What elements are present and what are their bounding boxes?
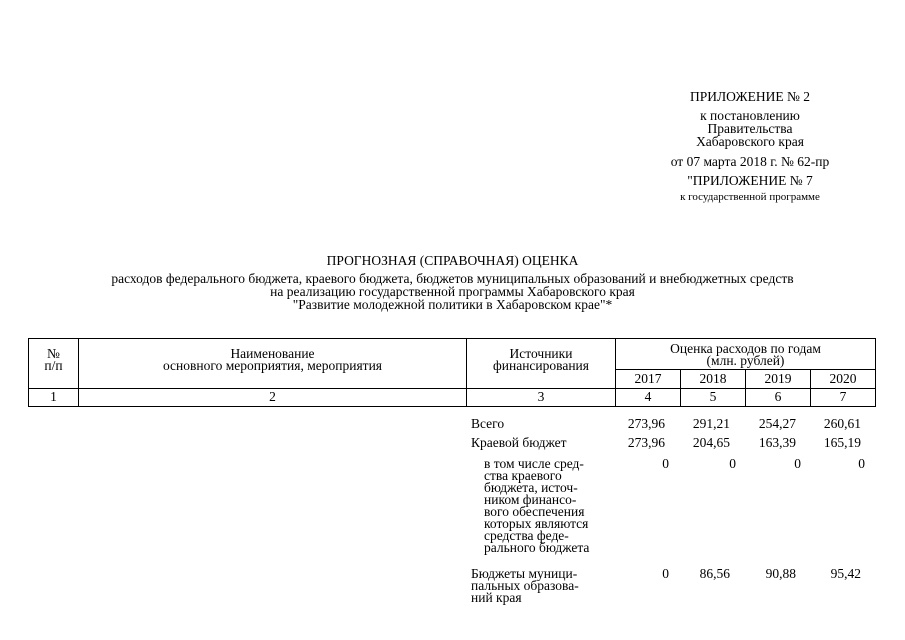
document-subtitle-line-2: на реализацию государственной программы Хабаровского края xyxy=(270,284,635,299)
header-expense-estimate-line-1: Оценка расходов по годам xyxy=(670,341,821,356)
value-2017: 273,96 xyxy=(627,416,665,431)
row-source-line-7: средства феде- xyxy=(484,528,569,543)
annex-previous-appendix: "ПРИЛОЖЕНИЕ № 7 xyxy=(687,173,813,188)
header-activity-name-line-1: Наименование xyxy=(230,346,315,361)
value-2020: 0 xyxy=(858,456,865,471)
header-number-abbr: п/п xyxy=(44,358,63,373)
row-source-line-1: Бюджеты муници- xyxy=(471,566,578,581)
header-funding-source-line-2: финансирования xyxy=(493,358,589,373)
column-number-4: 4 xyxy=(616,389,681,407)
document-subtitle-line-3: "Развитие молодежной политики в Хабаровском крае"* xyxy=(292,297,613,312)
row-source-line-1: в том числе сред- xyxy=(484,456,584,471)
header-expense-estimate-line-2: (млн. рублей) xyxy=(706,353,785,368)
annex-program-line: к государственной программе xyxy=(680,191,820,203)
value-2017: 0 xyxy=(662,566,669,581)
row-source-line-5: вого обеспечения xyxy=(484,504,585,519)
row-source-line-3: бюджета, источ- xyxy=(484,480,578,495)
value-2018: 86,56 xyxy=(699,566,730,581)
value-2019: 0 xyxy=(794,456,801,471)
value-2017: 0 xyxy=(662,456,669,471)
document-subtitle-line-1: расходов федерального бюджета, краевого бюджета, бюджетов муниципальных образований и внебюджетных средств xyxy=(111,271,794,286)
row-source: Всего xyxy=(471,416,505,431)
header-number-symbol: № xyxy=(47,346,60,361)
header-year-2019: 2019 xyxy=(746,370,811,389)
budget-table-header xyxy=(28,338,876,407)
header-year-2018: 2018 xyxy=(681,370,746,389)
value-2020: 95,42 xyxy=(830,566,861,581)
row-source-line-2: ства краевого xyxy=(484,468,562,483)
header-year-2020: 2020 xyxy=(811,370,876,389)
column-number-2: 2 xyxy=(79,389,467,407)
row-source: Краевой бюджет xyxy=(471,435,567,450)
value-2018: 0 xyxy=(729,456,736,471)
row-source-line-6: которых являются xyxy=(484,516,589,531)
column-number-3: 3 xyxy=(467,389,616,407)
column-number-7: 7 xyxy=(811,389,876,407)
header-activity-name-line-2: основного мероприятия, мероприятия xyxy=(162,358,383,373)
header-funding-source-line-1: Источники xyxy=(509,346,573,361)
value-2020: 260,61 xyxy=(823,416,861,431)
header-year-2017: 2017 xyxy=(616,370,681,389)
value-2018: 291,21 xyxy=(692,416,730,431)
value-2019: 254,27 xyxy=(758,416,796,431)
header-activity-name xyxy=(79,339,467,389)
header-funding-source xyxy=(467,339,616,389)
value-2017: 273,96 xyxy=(627,435,665,450)
annex-decree-line: к постановлению xyxy=(700,108,800,123)
value-2020: 165,19 xyxy=(823,435,861,450)
value-2019: 163,39 xyxy=(758,435,796,450)
value-2019: 90,88 xyxy=(765,566,796,581)
header-number xyxy=(29,339,79,389)
value-2018: 204,65 xyxy=(692,435,730,450)
document-title: ПРОГНОЗНАЯ (СПРАВОЧНАЯ) ОЦЕНКА xyxy=(326,253,579,268)
row-source-line-4: ником финансо- xyxy=(484,492,577,507)
column-number-6: 6 xyxy=(746,389,811,407)
column-number-5: 5 xyxy=(681,389,746,407)
annex-government-line: Правительства xyxy=(707,121,793,136)
row-source-line-3: ний края xyxy=(471,590,522,605)
header-expense-estimate xyxy=(616,339,876,370)
annex-region-line: Хабаровского края xyxy=(696,134,804,149)
row-source-line-2: пальных образова- xyxy=(471,578,579,593)
column-number-1: 1 xyxy=(29,389,79,407)
annex-title: ПРИЛОЖЕНИЕ № 2 xyxy=(689,89,811,104)
row-source-line-8: рального бюджета xyxy=(484,540,590,555)
annex-date-line: от 07 марта 2018 г. № 62-пр xyxy=(670,154,830,169)
